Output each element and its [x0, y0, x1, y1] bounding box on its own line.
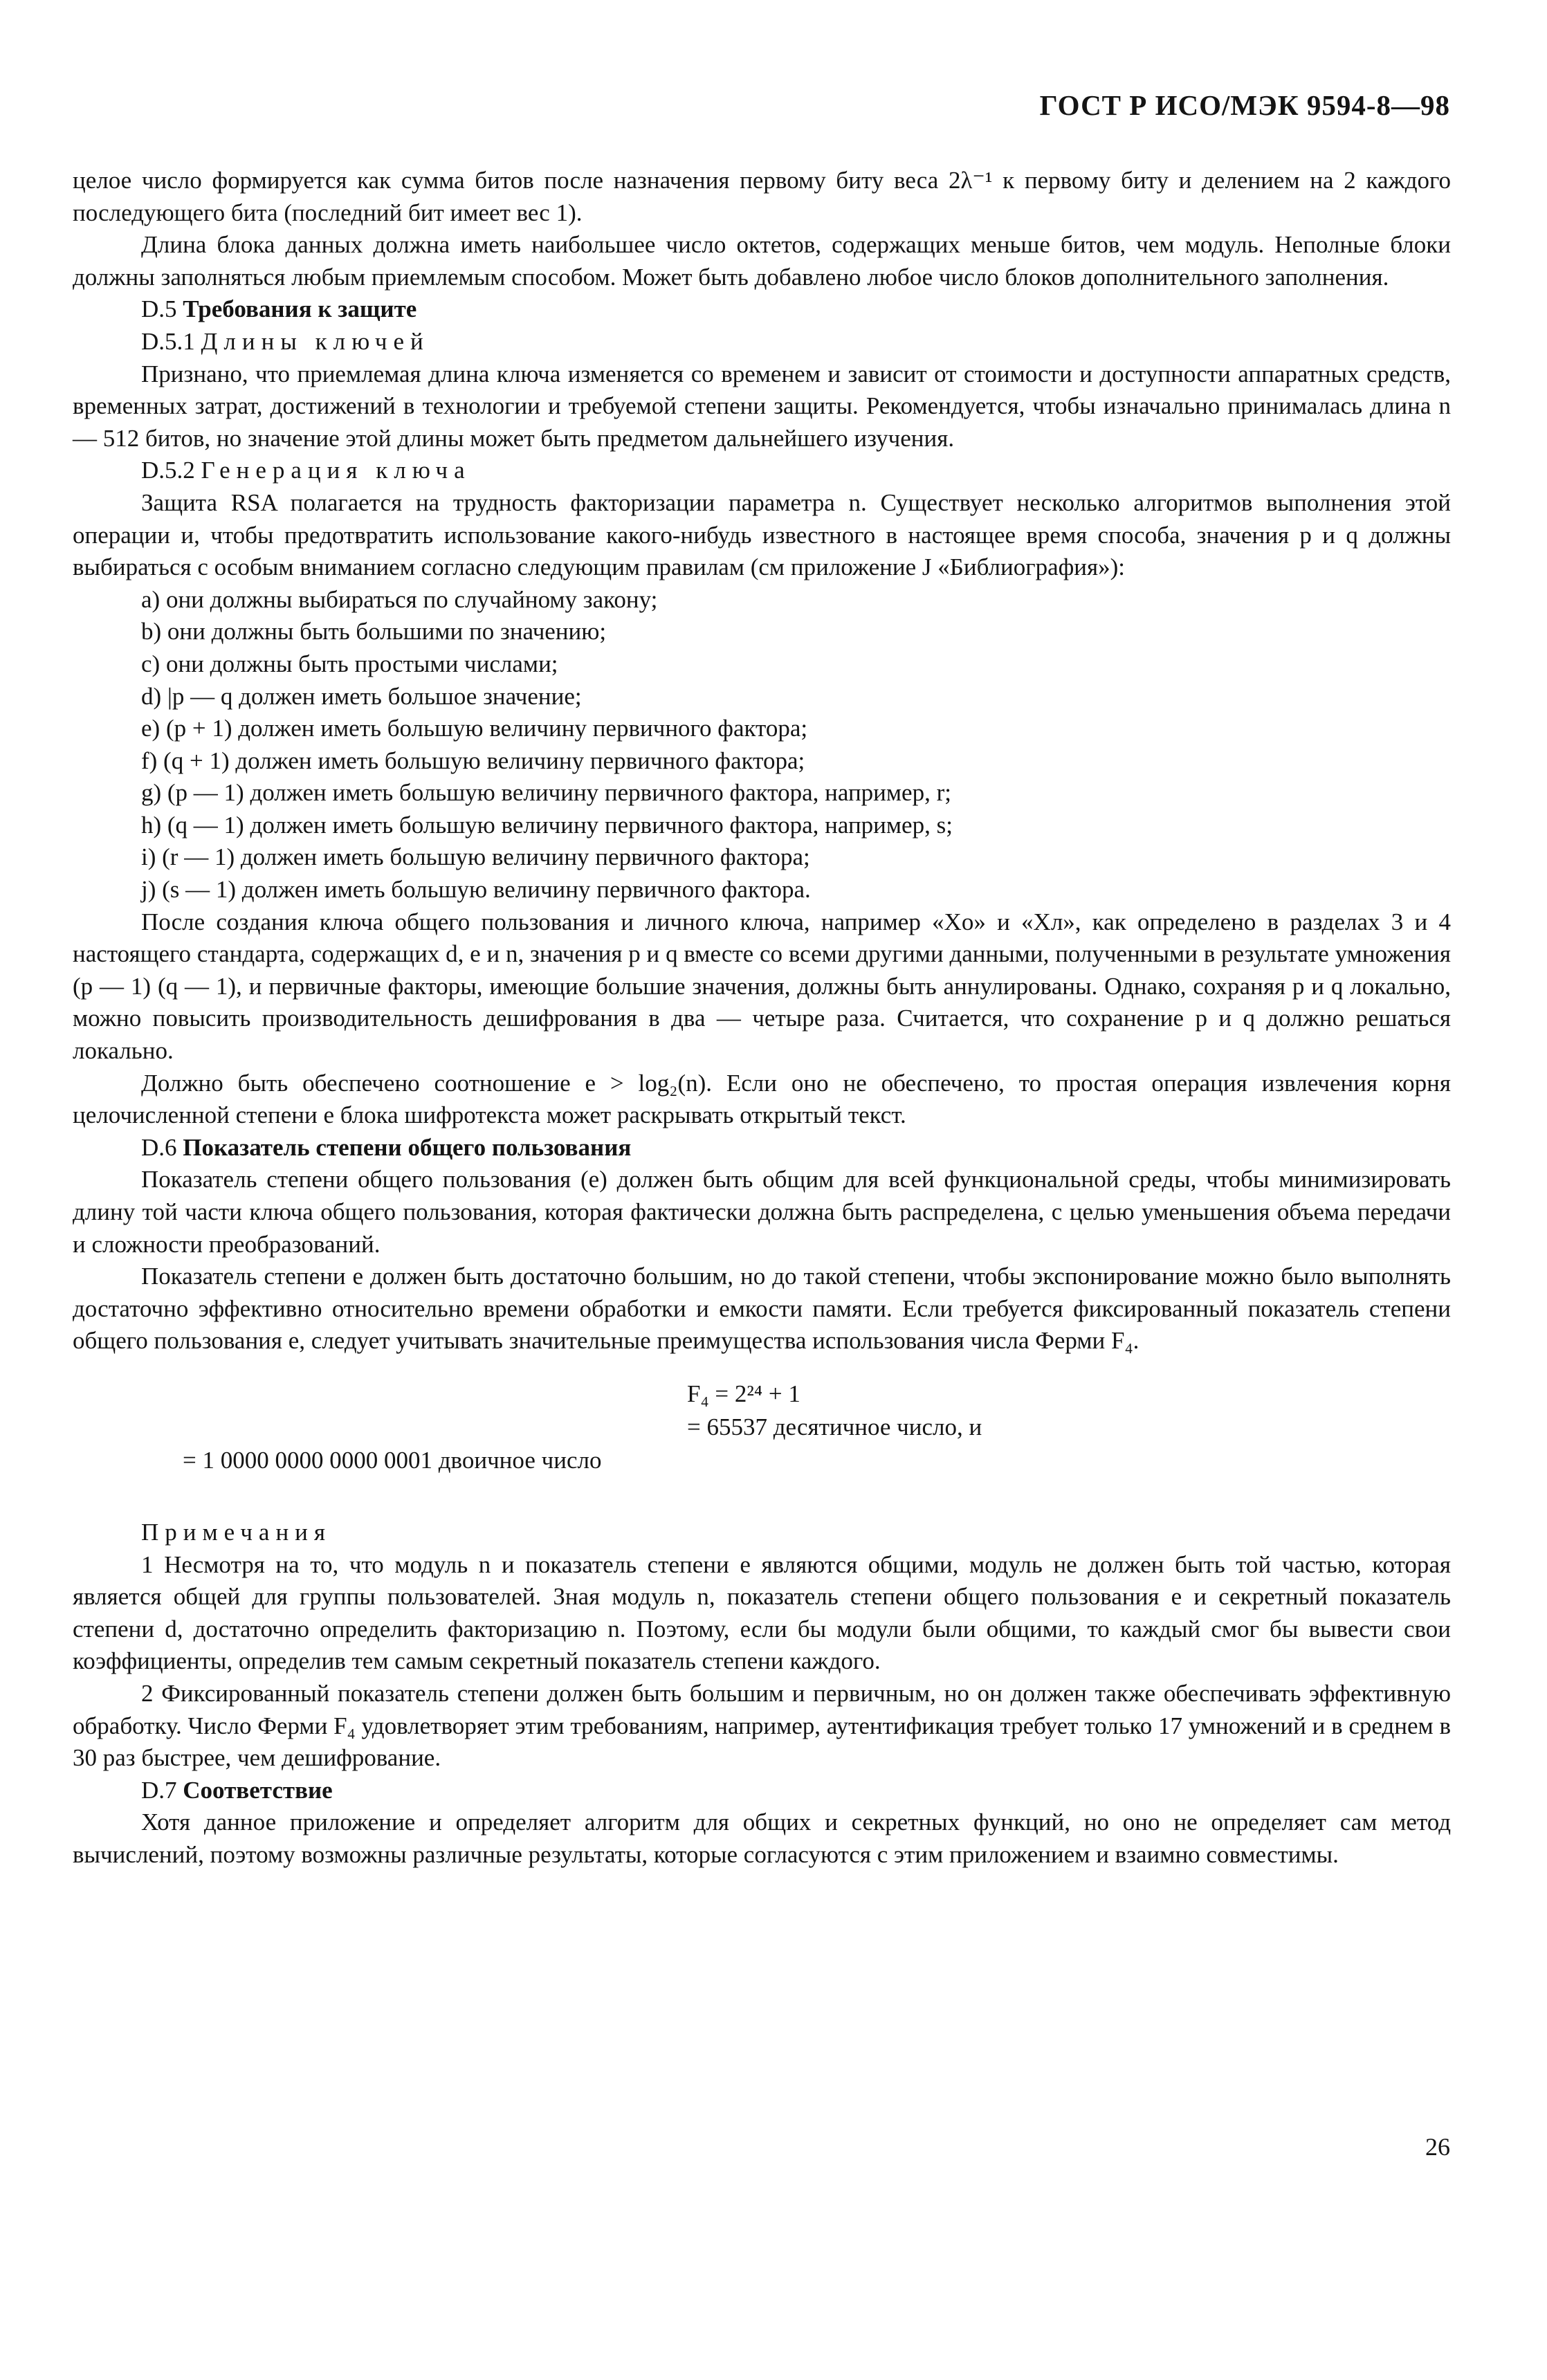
section-title: Требования к защите	[183, 295, 417, 323]
page-content	[73, 165, 1451, 1871]
section-number: D.6	[141, 1133, 183, 1161]
fermat-equation	[73, 1357, 1451, 1517]
list-item: a) они должны выбираться по случайному закону;	[141, 585, 658, 613]
section-title: Показатель степени общего пользования	[183, 1133, 632, 1161]
subsection-heading-d51	[73, 326, 1451, 358]
subsection-number: D.5.2	[141, 457, 201, 484]
section-heading-d5	[73, 293, 1451, 326]
list-item: e) (p + 1) должен иметь большую величину первичного фактора;	[141, 715, 808, 742]
paragraph-key-generation: Защита RSA полагается на трудность факторизации параметра n. Существует несколько алгоритмов выполнения этой операции и, чтобы предотвратить использование какого-нибудь известного в настоящее время способа, значения p и q должны выбираться с особым вниманием согласно следующим правилам (см приложение J «Библиография»):	[73, 488, 1451, 581]
list-item: b) они должны быть большими по значению;	[141, 618, 607, 646]
notes-title: Примечания	[141, 1518, 332, 1546]
list-item: f) (q + 1) должен иметь большую величину первичного фактора;	[141, 747, 805, 774]
subsection-number: D.5.1	[141, 327, 201, 355]
list-item: d) |p — q должен иметь большое значение;	[141, 682, 582, 710]
note-item: 2 Фиксированный показатель степени должен быть большим и первичным, но он должен также обеспечивать эффективную обработку. Число Ферми F₄ удовлетворяет этим требованиям, например, аутентификация требует только 17 умножений и в среднем в 30 раз быстрее, чем дешифрование.	[73, 1679, 1451, 1772]
paragraph-key-length: Признано, что приемлемая длина ключа изменяется со временем и зависит от стоимости и доступности аппаратных средств, временных затрат, достижений в технологии и требуемой степени защиты. Рекомендуется, чтобы изначально принималась длина n — 512 битов, но значение этой длины может быть предметом дальнейшего изучения.	[73, 360, 1451, 452]
list-item: g) (p — 1) должен иметь большую величину первичного фактора, например, r;	[141, 779, 951, 807]
paragraph-log-condition: Должно быть обеспечено соотношение e > log₂(n). Если оно не обеспечено, то простая операция извлечения корня целочисленной степени e блока шифротекста может раскрывать открытый текст.	[73, 1069, 1451, 1129]
list-item: j) (s — 1) должен иметь большую величину первичного фактора.	[141, 876, 811, 904]
section-heading-d7	[73, 1775, 1451, 1807]
paragraph-conformance: Хотя данное приложение и определяет алгоритм для общих и секретных функций, но оно не определяет сам метод вычислений, поэтому возможны различные результаты, которые согласуются с этим приложением и взаимно совместимы.	[73, 1809, 1451, 1868]
equation-line: = 65537 десятичное число, и	[687, 1413, 982, 1440]
subsection-title: Длины ключей	[201, 327, 430, 355]
section-number: D.7	[141, 1776, 183, 1804]
paragraph-fermat: Показатель степени e должен быть достаточно большим, но до такой степени, чтобы экспонирование можно было выполнять достаточно эффективно относительно времени обработки и емкости памяти. Если требуется фиксированный показатель степени общего пользования e, следует учитывать значительные преимущества использования числа Ферми F₄.	[73, 1263, 1451, 1355]
paragraph-key-creation: После создания ключа общего пользования и личного ключа, например «Xо» и «Xл», как определено в разделах 3 и 4 настоящего стандарта, содержащих d, e и n, значения p и q вместе со всеми другими данными, полученными в результате умножения (p — 1) (q — 1), и первичные факторы, имеющие большие значения, должны быть аннулированы. Однако, сохраняя p и q локально, можно повысить производительность дешифрования в два — четыре раза. Считается, что сохранение p и q должно решаться локально.	[73, 908, 1451, 1065]
paragraph-public-exponent: Показатель степени общего пользования (e) должен быть общим для всей функциональной среды, чтобы минимизировать длину той части ключа общего пользования, которая фактически должна быть распределена, с целью уменьшения объема передачи и сложности преобразований.	[73, 1166, 1451, 1258]
page-number: 26	[1425, 2133, 1450, 2161]
equation-line: F₄ = 2²⁴ + 1	[687, 1380, 800, 1407]
notes-heading	[73, 1517, 1451, 1549]
subsection-title: Генерация ключа	[201, 457, 471, 484]
list-item: c) они должны быть простыми числами;	[141, 650, 558, 677]
subsection-heading-d52	[73, 455, 1451, 487]
paragraph-block-length: Длина блока данных должна иметь наибольшее число октетов, содержащих меньше битов, чем модуль. Неполные блоки должны заполняться любым приемлемым способом. Может быть добавлено любое число блоков дополнительного заполнения.	[73, 231, 1451, 291]
list-item: h) (q — 1) должен иметь большую величину первичного фактора, например, s;	[141, 811, 953, 839]
section-number: D.5	[141, 295, 183, 323]
document-header: ГОСТ Р ИСО/МЭК 9594-8—98	[1039, 89, 1450, 121]
note-item: 1 Несмотря на то, что модуль n и показатель степени e являются общими, модуль не должен быть той частью, которая является общей для группы пользователей. Зная модуль n, показатель степени общего пользования e и секретный показатель степени d, достаточно определить факторизацию n. Поэтому, если бы модули были общими, то каждый смог бы вывести свои коэффициенты, определив тем самым секретный показатель степени каждого.	[73, 1550, 1451, 1675]
list-item: i) (r — 1) должен иметь большую величину первичного фактора;	[141, 843, 810, 871]
section-heading-d6	[73, 1132, 1451, 1164]
section-title: Соответствие	[183, 1776, 333, 1804]
equation-line: = 1 0000 0000 0000 0001 двоичное число	[183, 1446, 602, 1474]
paragraph-continuation: целое число формируется как сумма битов после назначения первому биту веса 2λ⁻¹ к первому биту и делением на 2 каждого последующего бита (последний бит имеет вес 1).	[73, 167, 1451, 226]
